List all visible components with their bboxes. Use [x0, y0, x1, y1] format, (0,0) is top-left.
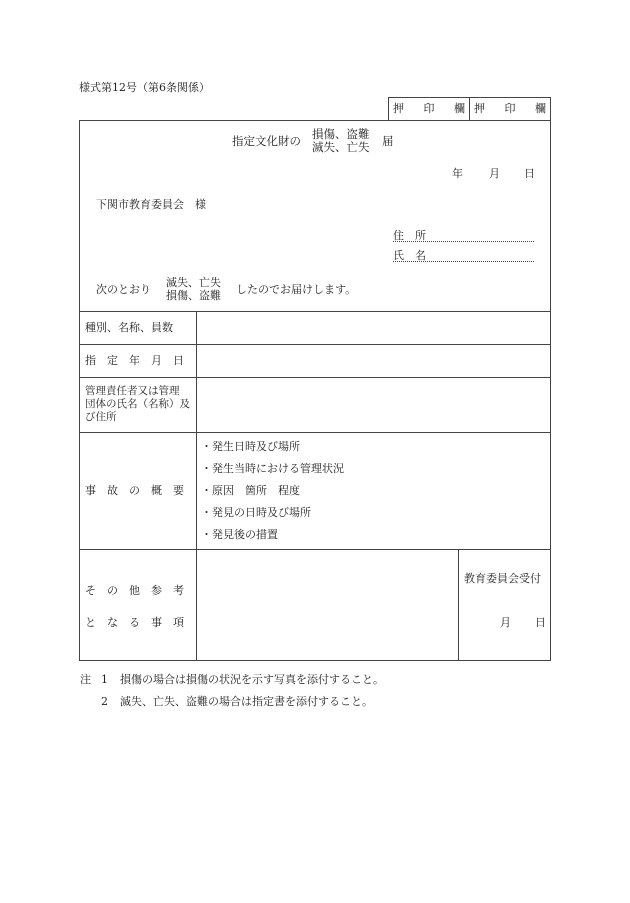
manager-label — [85, 385, 190, 424]
form-number: 様式第12号（第6条関係） — [79, 81, 210, 94]
name-field[interactable] — [393, 261, 534, 262]
other-reference-label-line1: そ の 他 参 考 — [85, 584, 184, 597]
note-text: 滅失、亡失、盗難の場合は指定書を添付すること。 — [120, 695, 373, 708]
receipt-label: 教育委員会受付 — [464, 572, 541, 585]
receipt-month-label: 月 — [500, 616, 511, 629]
incident-summary-label: 事 故 の 概 要 — [85, 484, 184, 497]
manager-label-line: 管理責任者又は管理 — [85, 385, 180, 397]
incident-item: ・発見の日時及び場所 — [201, 506, 311, 519]
statement-options — [166, 276, 221, 302]
type-name-count-label: 種別、名称、員数 — [85, 321, 173, 334]
statement-suffix: したのでお届けします。 — [236, 283, 357, 296]
incident-item: ・発生日時及び場所 — [201, 440, 300, 453]
title-option-top: 損傷、盗難 — [312, 127, 370, 141]
note-number: 2 — [101, 695, 108, 708]
date-day-label: 日 — [524, 167, 535, 180]
address-field[interactable] — [393, 241, 534, 242]
date-month-label: 月 — [489, 167, 500, 180]
title-suffix: 届 — [382, 134, 394, 148]
note-number: 1 — [101, 673, 108, 686]
statement-prefix: 次のとおり — [96, 283, 151, 296]
addressee: 下関市教育委員会 様 — [96, 198, 206, 211]
incident-item: ・発生当時における管理状況 — [201, 462, 344, 475]
stamp-column-2: 押 印 欄 — [474, 102, 546, 115]
title-options — [312, 128, 370, 154]
stamp-column-1: 押 印 欄 — [393, 102, 465, 115]
title-prefix: 指定文化財の — [232, 134, 301, 148]
incident-item: ・原因 箇所 程度 — [201, 484, 300, 497]
other-reference-label-line2: と な る 事 項 — [85, 616, 184, 629]
designation-date-label: 指 定 年 月 日 — [85, 354, 184, 367]
title-option-bottom: 滅失、亡失 — [312, 140, 370, 154]
incident-item: ・発見後の措置 — [201, 528, 278, 541]
date-year-label: 年 — [452, 167, 463, 180]
manager-label-line: 団体の氏名（名称）及 — [85, 398, 190, 410]
manager-label-line: び住所 — [85, 411, 117, 423]
notes-prefix: 注 — [80, 673, 91, 686]
address-label: 住 所 — [393, 229, 426, 242]
name-label: 氏 名 — [393, 249, 426, 262]
statement-option-top: 滅失、亡失 — [166, 276, 221, 289]
statement-option-bottom: 損傷、盗難 — [166, 289, 221, 302]
receipt-day-label: 日 — [535, 616, 546, 629]
note-text: 損傷の場合は損傷の状況を示す写真を添付すること。 — [120, 673, 384, 686]
